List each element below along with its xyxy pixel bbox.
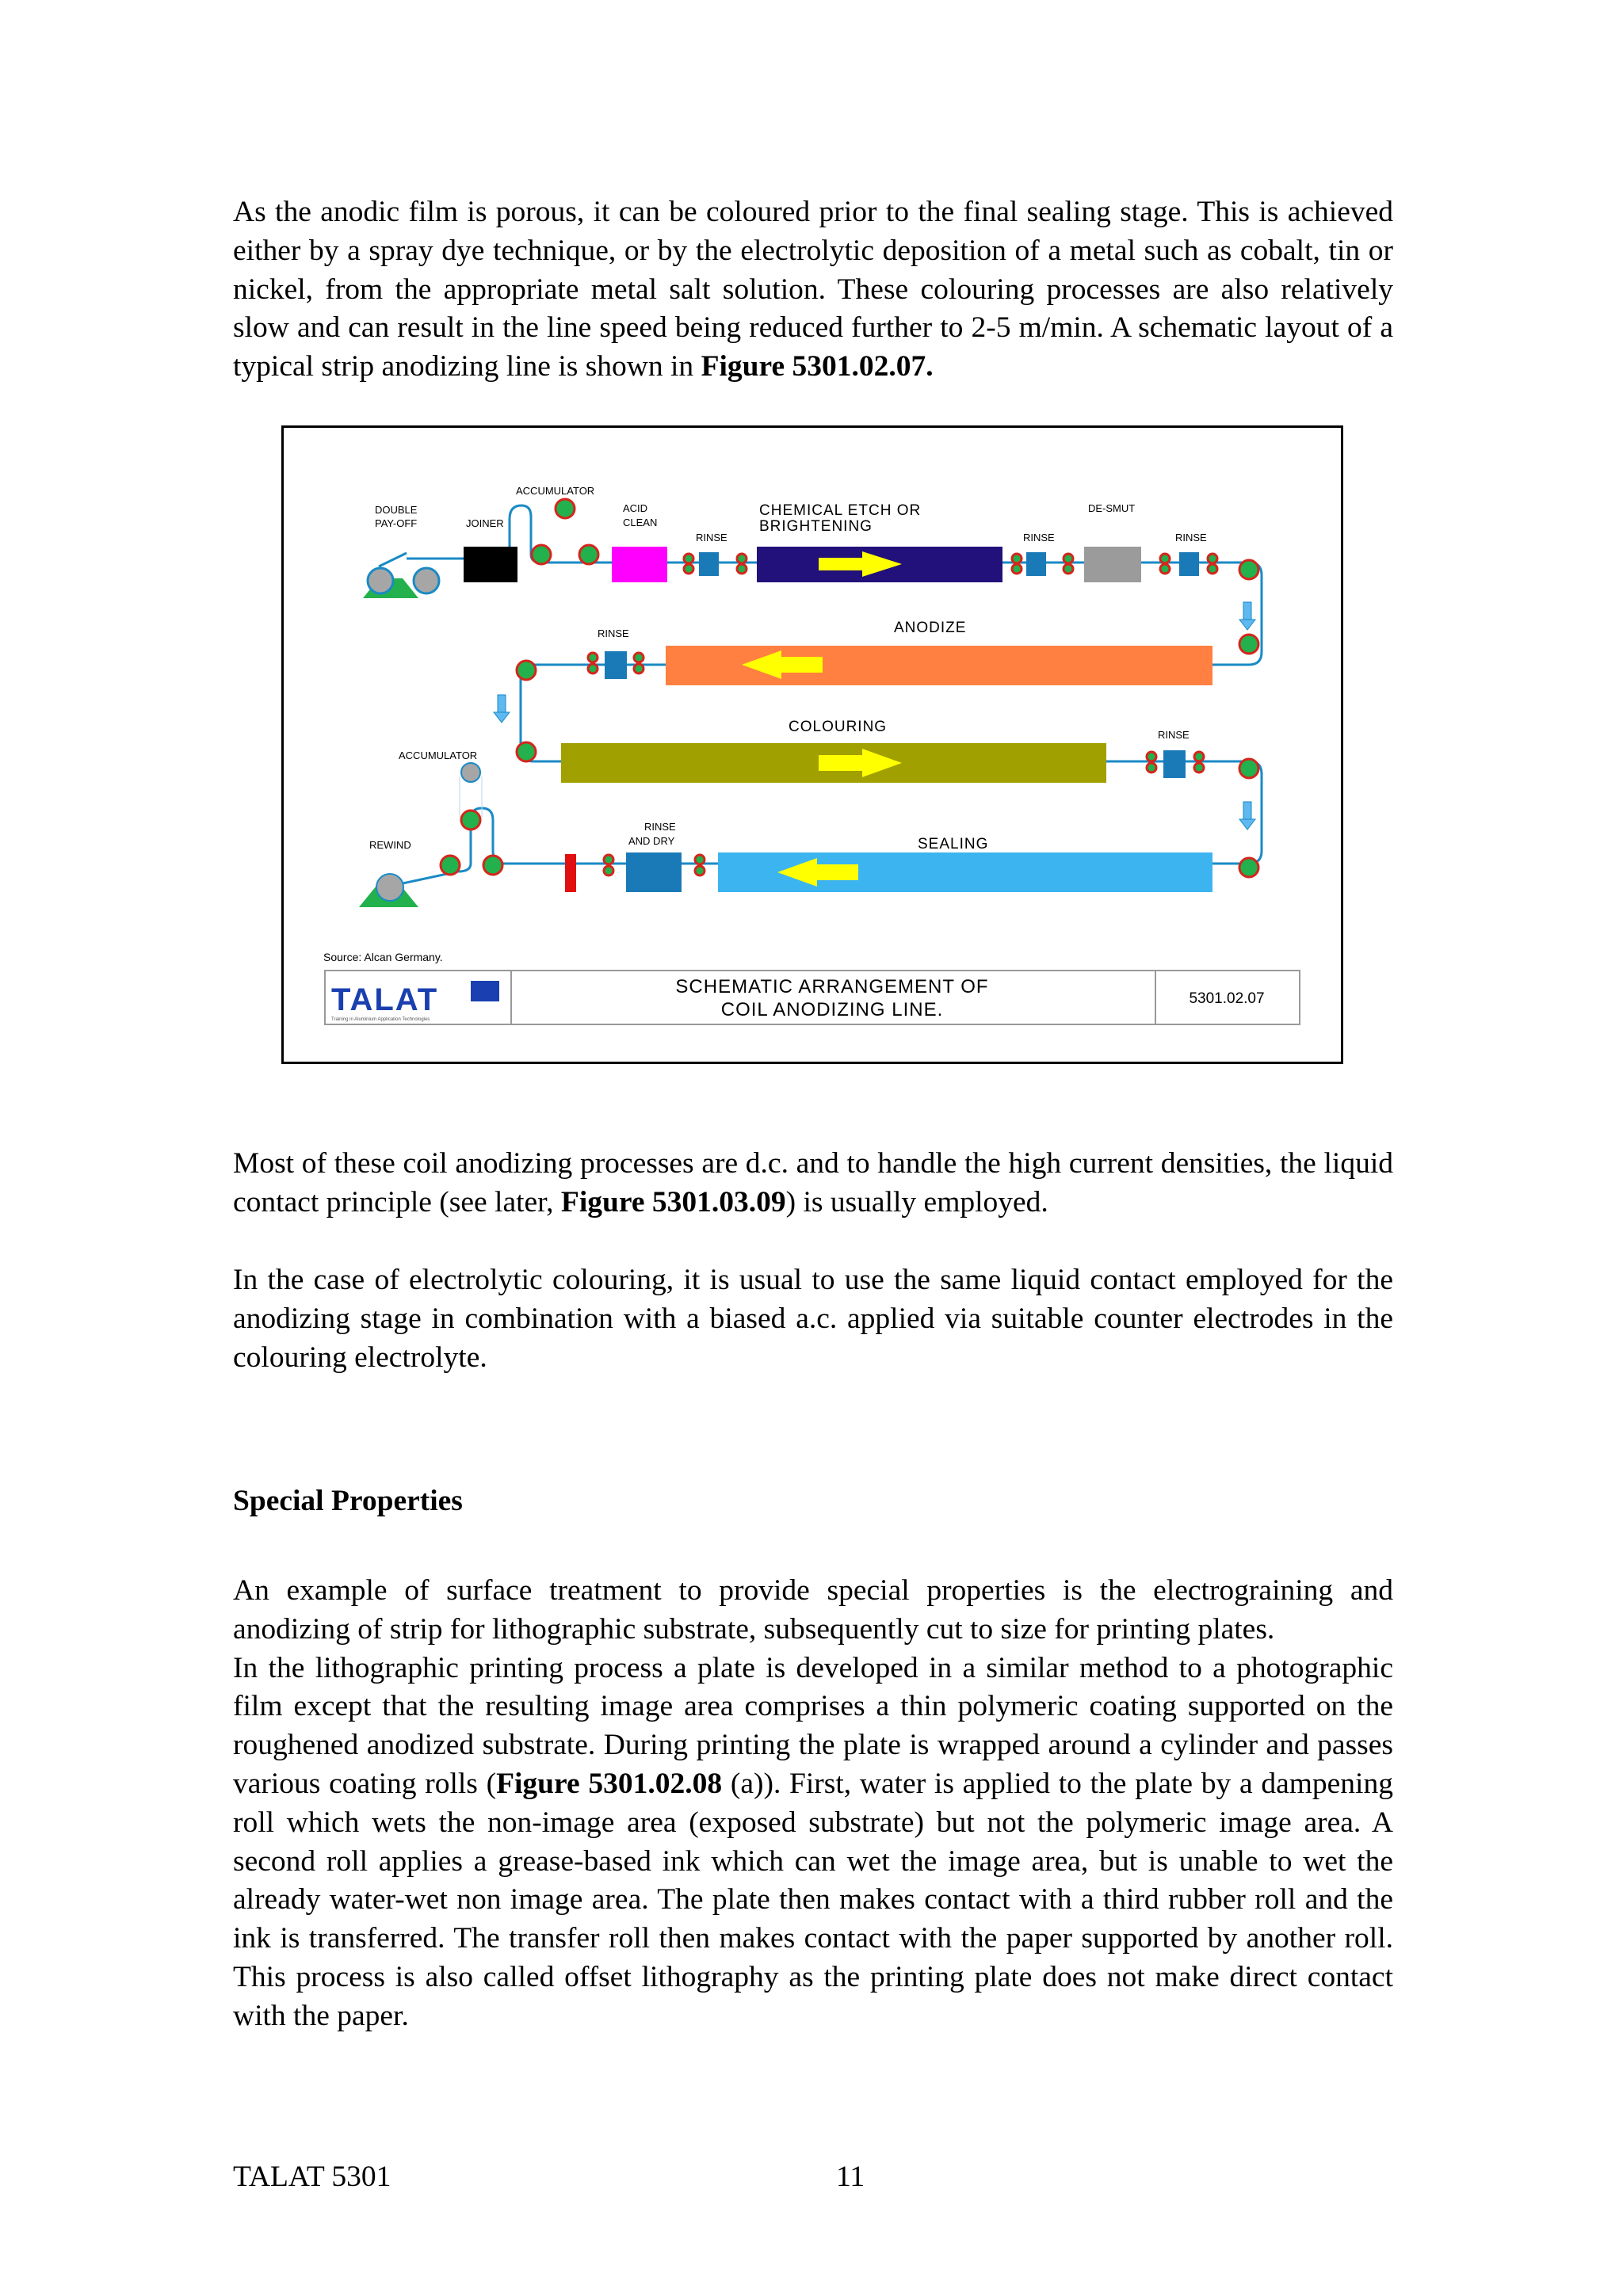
talat-logo: TALAT	[331, 982, 439, 1017]
label-desmut: DE-SMUT	[1088, 502, 1136, 514]
turn-roller	[517, 742, 536, 761]
accumulator-top-rollers	[532, 499, 598, 564]
label-rinse-2: RINSE	[1023, 532, 1055, 543]
paragraph-colouring	[233, 193, 1393, 387]
down-arrow-2	[498, 695, 506, 712]
label-rinse-1: RINSE	[696, 532, 727, 543]
paragraph-dc-processes	[233, 1145, 1393, 1222]
down-arrow-1	[1243, 602, 1251, 620]
label-rinse-5: RINSE	[1158, 729, 1190, 741]
talat-logo-subtitle: Training in Aluminium Application Technologies	[331, 1017, 430, 1022]
figure-reference: Figure 5301.03.09	[560, 1185, 786, 1219]
caption-number: 5301.02.07	[1189, 990, 1265, 1007]
label-chem-etch-2: BRIGHTENING	[759, 518, 873, 535]
label-sealing: SEALING	[918, 836, 989, 852]
rinse-station-4	[588, 651, 643, 679]
footer-document-id: TALAT 5301	[233, 2161, 391, 2193]
figure-reference: Figure 5301.02.08	[496, 1767, 723, 1800]
paragraph-lithographic	[233, 1572, 1393, 2036]
label-anodize: ANODIZE	[894, 620, 967, 636]
label-rewind: REWIND	[369, 839, 411, 851]
down-arrow-3	[1243, 802, 1251, 819]
paragraph-dc-text-end: ) is usually employed.	[785, 1185, 1048, 1219]
turn-roller	[1239, 759, 1258, 778]
rewind-coil	[359, 874, 418, 907]
label-accumulator-left: ACCUMULATOR	[399, 749, 478, 761]
rinse-station-2	[1012, 552, 1073, 576]
label-chem-etch-1: CHEMICAL ETCH OR	[759, 502, 922, 519]
figure-reference: Figure 5301.02.07.	[701, 350, 934, 383]
figure-source: Source: Alcan Germany.	[323, 951, 443, 963]
rinse-station-5	[1147, 750, 1204, 778]
rinse-dry-station	[604, 852, 705, 892]
shear-cutter	[565, 854, 576, 892]
label-rinse-dry-2: AND DRY	[628, 835, 675, 847]
label-accumulator-top: ACCUMULATOR	[516, 485, 595, 497]
label-colouring: COLOURING	[789, 719, 888, 735]
section-heading: Special Properties	[233, 1485, 463, 1517]
label-payoff: PAY-OFF	[375, 517, 418, 529]
label-joiner: JOINER	[466, 517, 504, 529]
paragraph-litho-body: In the lithographic printing process a plate is developed in a similar method to a photographic film except that the resulting image area comprises a thin polymeric coating supported on the roughened anodized substrate. During printing the plate is wrapped around a cylinder and passes various coating rolls (	[233, 1651, 1393, 1800]
label-rinse-dry-1: RINSE	[644, 821, 676, 833]
turn-roller	[517, 661, 536, 680]
caption-title-2: COIL ANODIZING LINE.	[720, 999, 944, 1020]
paragraph-litho-body-end: (a)). First, water is applied to the plate by a dampening roll which wets the non-image area (exposed substrate) but not the polymeric image area. A second roll applies a grease-based ink which can wet the image area, but is unable to wet the already water-wet non image area. The plate then makes contact with a third rubber roll and the ink is transferred. The transfer roll then makes contact with the paper supported by another roll. This process is also called offset lithography as the printing plate does not make direct contact with the paper.	[233, 1767, 1393, 2032]
caption-title-1: SCHEMATIC ARRANGEMENT OF	[675, 976, 989, 997]
joiner-block	[464, 547, 517, 582]
rinse-station-3	[1160, 552, 1217, 576]
acid-clean-tank	[612, 547, 667, 582]
paragraph-colouring-text: As the anodic film is porous, it can be coloured prior to the final sealing stage. This is achieved either by a spray dye technique, or by the electrolytic deposition of a metal such as cobalt, tin or nickel, from the appropriate metal salt solution. These colouring processes are also relatively slow and can result in the line speed being reduced further to 2-5 m/min. A schematic layout of a typical strip anodizing line is shown in	[233, 196, 1393, 383]
turn-roller	[1239, 560, 1258, 579]
double-payoff	[363, 553, 439, 598]
turn-roller	[1239, 635, 1258, 654]
paragraph-dc-text: Most of these coil anodizing processes are d.c. and to handle the high current densities, the liquid contact principle (see later,	[233, 1147, 1393, 1219]
label-rinse-3: RINSE	[1175, 532, 1207, 543]
desmut-tank	[1084, 547, 1141, 582]
label-double: DOUBLE	[375, 504, 418, 516]
figure-coil-anodizing-line	[281, 425, 1343, 1064]
rinse-station-1	[684, 552, 747, 576]
label-acid: ACID	[623, 502, 648, 514]
paragraph-electrolytic-colouring: In the case of electrolytic colouring, it is usual to use the same liquid contact employed for the anodizing stage in combination with a biased a.c. applied via suitable counter electrodes in the colouring electrolyte.	[233, 1264, 1393, 1374]
paragraph-litho-intro: An example of surface treatment to provide special properties is the electrograining and anodizing of strip for lithographic substrate, subsequently cut to size for printing plates.	[233, 1574, 1393, 1646]
eu-flag-icon	[471, 981, 499, 1001]
label-clean: CLEAN	[623, 517, 658, 528]
footer-page-number: 11	[836, 2161, 865, 2193]
turn-roller	[1239, 858, 1258, 877]
label-rinse-4: RINSE	[598, 627, 629, 639]
